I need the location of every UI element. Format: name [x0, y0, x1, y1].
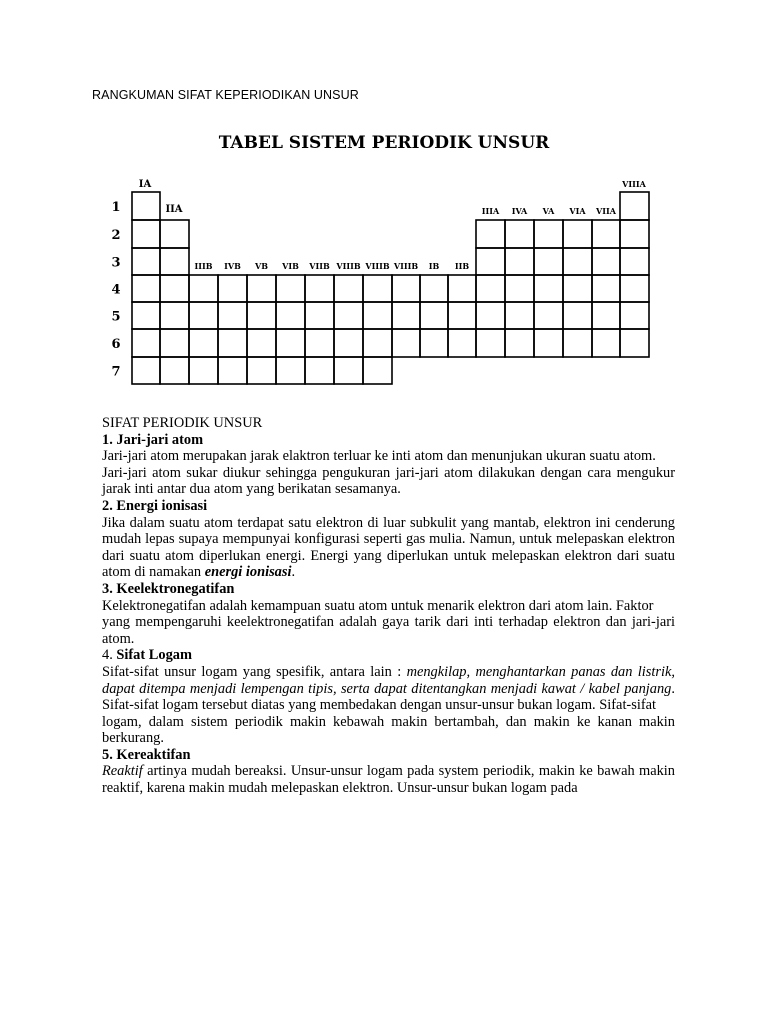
table-cell — [592, 248, 620, 275]
group-label: VIIIB — [393, 261, 419, 271]
table-cell — [189, 357, 218, 384]
section-3-title: 3. Keelektronegatifan — [102, 580, 235, 597]
table-cell — [505, 248, 534, 275]
section-5-title: 5. Kereaktifan — [102, 746, 191, 763]
table-cell — [505, 302, 534, 329]
table-cell — [247, 275, 276, 302]
table-cell — [305, 357, 334, 384]
table-cell — [563, 220, 592, 248]
group-label: IVB — [224, 261, 241, 271]
table-cell — [420, 302, 448, 329]
group-label: VIIIA — [622, 179, 646, 189]
group-label: IIIA — [481, 206, 500, 216]
group-label: VIA — [569, 206, 586, 216]
table-cell — [363, 357, 392, 384]
table-cell — [563, 275, 592, 302]
group-label: IVA — [511, 206, 528, 216]
table-cell — [276, 302, 305, 329]
table-cell — [620, 302, 649, 329]
table-cell — [276, 357, 305, 384]
group-label: IB — [428, 261, 440, 271]
table-cell — [189, 302, 218, 329]
table-cell — [189, 275, 218, 302]
table-cell — [132, 248, 160, 275]
table-cell — [420, 329, 448, 357]
period-label: 6 — [111, 337, 121, 352]
document-body — [102, 415, 675, 797]
section-4-title — [102, 647, 675, 664]
section-4-paragraph-1 — [102, 664, 675, 714]
table-cell — [392, 275, 420, 302]
section-4-number: 4. — [102, 647, 117, 664]
table-cell — [334, 357, 363, 384]
table-cell — [363, 302, 392, 329]
table-cell — [160, 302, 189, 329]
table-cell — [620, 329, 649, 357]
section-2-end: . — [291, 564, 296, 581]
section-2-paragraph — [102, 515, 675, 581]
table-cell — [334, 275, 363, 302]
table-cell — [476, 220, 505, 248]
group-label: IIB — [454, 261, 470, 271]
section-1-paragraph-2: Jari-jari atom sukar diukur sehingga pengukuran jari-jari atom dilakukan dengan cara mengukur jarak inti antar dua atom yang berikatan sesamanya. — [102, 464, 675, 498]
table-cell — [476, 302, 505, 329]
section-1-paragraph-1: Jari-jari atom merupakan jarak elaktron terluar ke inti atom dan menunjukan ukuran suatu atom. — [102, 448, 656, 465]
table-cell — [505, 275, 534, 302]
table-cell — [132, 357, 160, 384]
table-cell — [563, 302, 592, 329]
table-cell — [592, 329, 620, 357]
table-cell — [218, 329, 247, 357]
group-label: VIIIB — [336, 261, 361, 271]
table-cell — [218, 357, 247, 384]
table-cell — [160, 329, 189, 357]
table-cell — [132, 275, 160, 302]
period-label: 3 — [111, 255, 121, 271]
table-cells — [132, 192, 649, 384]
group-label: VIIB — [309, 261, 330, 271]
table-cell — [620, 248, 649, 275]
document-header: RANGKUMAN SIFAT KEPERIODIKAN UNSUR — [92, 88, 359, 102]
table-cell — [620, 220, 649, 248]
section-4-paragraph-2: logam, dalam sistem periodik makin kebawah makin bertambah, dan makin ke kanan makin berkurang. — [102, 713, 675, 747]
table-cell — [189, 329, 218, 357]
table-cell — [334, 329, 363, 357]
table-cell — [132, 329, 160, 357]
periodic-table — [0, 0, 768, 400]
section-5-italic: Reaktif — [102, 763, 143, 780]
table-cell — [563, 329, 592, 357]
period-label: 5 — [111, 309, 121, 325]
table-cell — [592, 220, 620, 248]
table-cell — [132, 220, 160, 248]
table-cell — [592, 275, 620, 302]
table-cell — [448, 275, 476, 302]
table-cell — [620, 275, 649, 302]
table-title: TABEL SISTEM PERIODIK UNSUR — [218, 133, 550, 153]
table-cell — [305, 302, 334, 329]
table-cell — [247, 302, 276, 329]
section-2-text: Jika dalam suatu atom terdapat satu elektron di luar subkulit yang mantab, elektron ini cenderung mudah lepas supaya mempunyai konfigurasi seperti gas mulia. Namun, untuk melepaskan elektron dari suatu atom diperlukan energi. Energi yang diperlukan untuk melepaskan elektron dari suatu atom di namakan — [102, 514, 675, 581]
table-cell — [448, 329, 476, 357]
section-1-title: 1. Jari-jari atom — [102, 431, 204, 448]
table-cell — [160, 248, 189, 275]
table-cell — [363, 275, 392, 302]
table-cell — [132, 192, 160, 220]
section-5-text: artinya mudah bereaksi. Unsur-unsur logam pada system periodik, makin ke bawah makin reaktif, karena makin mudah melepaskan elektron. Unsur-unsur bukan logam pada — [102, 763, 675, 797]
group-label: VIIA — [596, 206, 616, 216]
table-cell — [505, 329, 534, 357]
table-cell — [392, 329, 420, 357]
table-cell — [620, 192, 649, 220]
period-label: 1 — [111, 200, 121, 215]
section-3-paragraph-1: Kelektronegatifan adalah kemampuan suatu atom untuk menarik elektron dari atom lain. Faktor — [102, 597, 654, 614]
table-cell — [476, 275, 505, 302]
group-label: IIA — [165, 204, 183, 215]
table-cell — [334, 302, 363, 329]
table-cell — [592, 302, 620, 329]
period-label: 2 — [111, 228, 121, 243]
section-2-title: 2. Energi ionisasi — [102, 497, 208, 514]
period-label: 7 — [111, 364, 121, 380]
table-cell — [534, 329, 563, 357]
table-cell — [448, 302, 476, 329]
section-2-term: energi ionisasi — [204, 564, 292, 581]
section-4-title-text: Sifat Logam — [116, 647, 192, 664]
group-label: VA — [542, 206, 555, 216]
table-cell — [563, 248, 592, 275]
table-cell — [420, 275, 448, 302]
section-heading: SIFAT PERIODIK UNSUR — [102, 415, 263, 431]
table-cell — [218, 302, 247, 329]
group-label: VB — [255, 261, 268, 271]
section-4-text-end: . Sifat-sifat logam tersebut diatas yang membedakan dengan unsur-unsur bukan logam. Sifat-sifat — [102, 680, 675, 714]
section-4-text-start: Sifat-sifat unsur logam yang spesifik, antara lain : — [102, 663, 407, 680]
table-cell — [305, 329, 334, 357]
group-label: VIIIB — [365, 261, 390, 271]
section-4-italic: mengkilap, menghantarkan panas dan listrik, dapat ditempa menjadi lempengan tipis, serta dapat ditentangkan menjadi kawat / kabel panjang — [102, 663, 675, 697]
table-cell — [534, 275, 563, 302]
group-label: IIIB — [194, 261, 213, 271]
group-label: IA — [138, 179, 152, 190]
table-cell — [276, 329, 305, 357]
table-cell — [534, 220, 563, 248]
table-cell — [505, 220, 534, 248]
group-label: VIB — [282, 261, 299, 271]
table-cell — [276, 275, 305, 302]
table-cell — [476, 329, 505, 357]
table-cell — [218, 275, 247, 302]
table-cell — [247, 357, 276, 384]
table-cell — [363, 329, 392, 357]
period-label: 4 — [111, 282, 121, 298]
table-cell — [247, 329, 276, 357]
table-cell — [132, 302, 160, 329]
table-cell — [534, 248, 563, 275]
section-5-paragraph — [102, 763, 675, 796]
table-cell — [534, 302, 563, 329]
table-cell — [160, 275, 189, 302]
table-cell — [392, 302, 420, 329]
section-3-paragraph-2: yang mempengaruhi keelektronegatifan adalah gaya tarik dari inti terhadap elektron dan jari-jari atom. — [102, 614, 675, 647]
table-cell — [160, 220, 189, 248]
table-cell — [160, 357, 189, 384]
table-cell — [305, 275, 334, 302]
table-cell — [476, 248, 505, 275]
